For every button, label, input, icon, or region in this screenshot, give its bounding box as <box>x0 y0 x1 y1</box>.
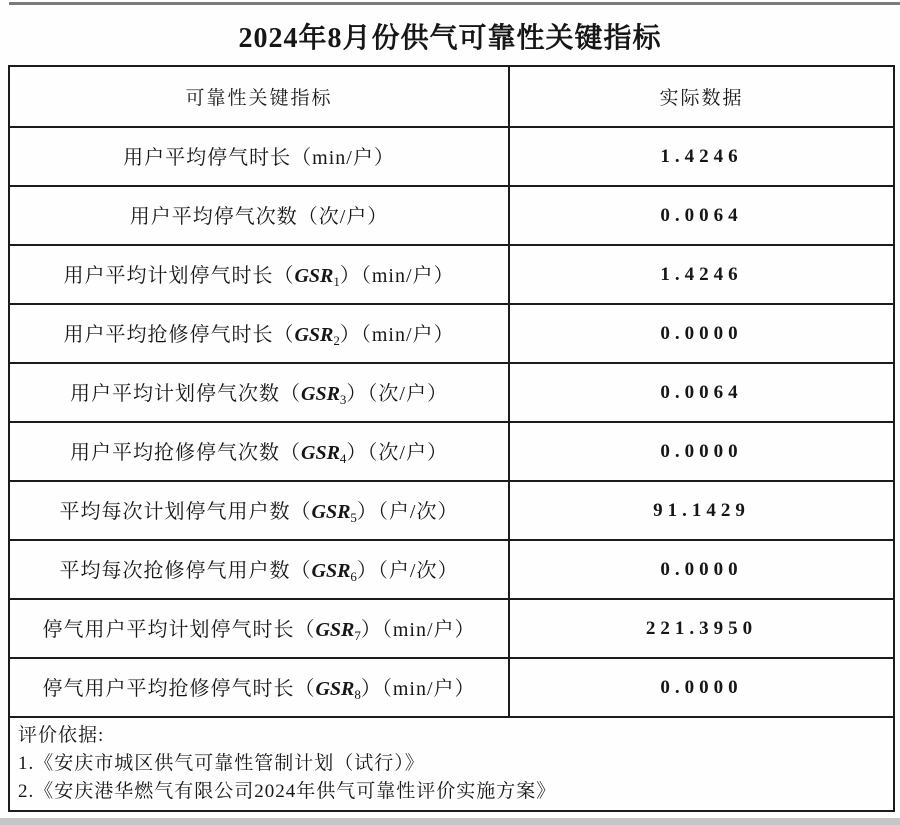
indicator-label <box>70 383 448 405</box>
value-cell: 0.0000 <box>509 658 894 717</box>
gsr-symbol: GSR <box>311 560 351 582</box>
indicator-cell <box>9 245 509 304</box>
indicator-label-prefix: 停气用户平均抢修停气时长（ <box>42 678 316 700</box>
gsr-symbol: GSR <box>301 383 340 405</box>
value-cell: 1.4246 <box>509 245 894 304</box>
indicator-label <box>42 619 475 641</box>
indicator-cell <box>9 363 509 422</box>
table-row <box>9 599 894 658</box>
indicator-label <box>60 501 459 523</box>
table-header-row <box>9 66 894 127</box>
table-row <box>9 304 894 363</box>
indicator-cell <box>9 540 509 599</box>
gsr-symbol: GSR <box>294 265 334 287</box>
gsr-symbol: GSR <box>315 678 355 700</box>
value-cell: 91.1429 <box>509 481 894 540</box>
gsr-symbol: GSR <box>311 501 351 523</box>
value-cell: 0.0000 <box>509 422 894 481</box>
indicator-label <box>123 147 395 169</box>
gsr-subscript: 8 <box>354 687 361 702</box>
indicator-label-prefix: 平均每次计划停气用户数（ <box>59 501 312 523</box>
indicator-label <box>63 265 454 287</box>
page-title: 2024年8月份供气可靠性关键指标 <box>238 23 662 54</box>
indicator-label <box>70 442 448 464</box>
indicator-label-suffix: ）（次/户） <box>346 442 448 464</box>
table-row <box>9 186 894 245</box>
indicator-label <box>60 560 459 582</box>
gsr-subscript: 5 <box>350 510 357 525</box>
indicator-cell <box>9 304 509 363</box>
gsr-symbol: GSR <box>315 619 355 641</box>
evaluation-heading: 评价依据: <box>18 725 105 746</box>
evaluation-cell <box>9 717 894 811</box>
indicator-label-suffix: ）（户/次） <box>356 560 459 582</box>
indicator-label <box>63 324 454 346</box>
indicator-column-header: 可靠性关键指标 <box>9 66 509 127</box>
table-row <box>9 363 894 422</box>
value-cell: 221.3950 <box>509 599 894 658</box>
evaluation-row <box>9 717 894 811</box>
value-cell: 0.0064 <box>509 363 894 422</box>
table-row <box>9 540 894 599</box>
evaluation-item-2: 2.《安庆港华燃气有限公司2024年供气可靠性评价实施方案》 <box>18 781 557 802</box>
indicator-label-prefix: 用户平均计划停气时长（ <box>63 265 295 287</box>
indicator-label-suffix: ）（min/户） <box>360 619 476 641</box>
indicator-cell <box>9 186 509 245</box>
table-row <box>9 245 894 304</box>
indicator-label-suffix: ）（次/户） <box>346 383 448 405</box>
indicator-label-suffix: ）（min/户） <box>339 324 455 346</box>
table-row <box>9 658 894 717</box>
indicator-cell <box>9 481 509 540</box>
table-row <box>9 481 894 540</box>
indicator-label-prefix: 停气用户平均计划停气时长（ <box>42 619 316 641</box>
indicator-label-prefix: 用户平均停气时长（min/户） <box>123 147 395 169</box>
gsr-subscript: 1 <box>333 274 340 289</box>
indicator-label-suffix: ）（min/户） <box>360 678 476 700</box>
indicator-cell <box>9 422 509 481</box>
gsr-subscript: 7 <box>354 628 361 643</box>
value-cell: 0.0064 <box>509 186 894 245</box>
indicator-label <box>130 206 389 228</box>
indicator-label-prefix: 用户平均计划停气次数（ <box>70 383 302 405</box>
indicator-cell <box>9 127 509 186</box>
indicator-label-prefix: 用户平均停气次数（次/户） <box>129 206 389 228</box>
indicator-label-prefix: 平均每次抢修停气用户数（ <box>59 560 312 582</box>
indicator-cell <box>9 658 509 717</box>
gsr-subscript: 6 <box>350 569 357 584</box>
value-cell: 0.0000 <box>509 304 894 363</box>
table-row <box>9 127 894 186</box>
evaluation-item-1: 1.《安庆市城区供气可靠性管制计划（试行）》 <box>18 753 425 774</box>
indicator-label <box>42 678 475 700</box>
indicator-label-prefix: 用户平均抢修停气时长（ <box>63 324 295 346</box>
gsr-subscript: 2 <box>333 333 340 348</box>
gsr-subscript: 4 <box>339 451 347 466</box>
indicator-label-suffix: ）（min/户） <box>339 265 455 287</box>
gsr-symbol: GSR <box>301 442 340 464</box>
page-bottom-edge-strip <box>0 818 900 825</box>
indicator-label-prefix: 用户平均抢修停气次数（ <box>70 442 302 464</box>
table-row <box>9 422 894 481</box>
value-cell: 0.0000 <box>509 540 894 599</box>
indicator-label-suffix: ）（户/次） <box>356 501 459 523</box>
gsr-symbol: GSR <box>294 324 334 346</box>
value-column-header: 实际数据 <box>509 66 894 127</box>
value-cell: 1.4246 <box>509 127 894 186</box>
gsr-subscript: 3 <box>339 392 347 407</box>
indicator-cell <box>9 599 509 658</box>
indicators-table <box>8 65 895 812</box>
page-top-edge-line <box>9 2 900 5</box>
